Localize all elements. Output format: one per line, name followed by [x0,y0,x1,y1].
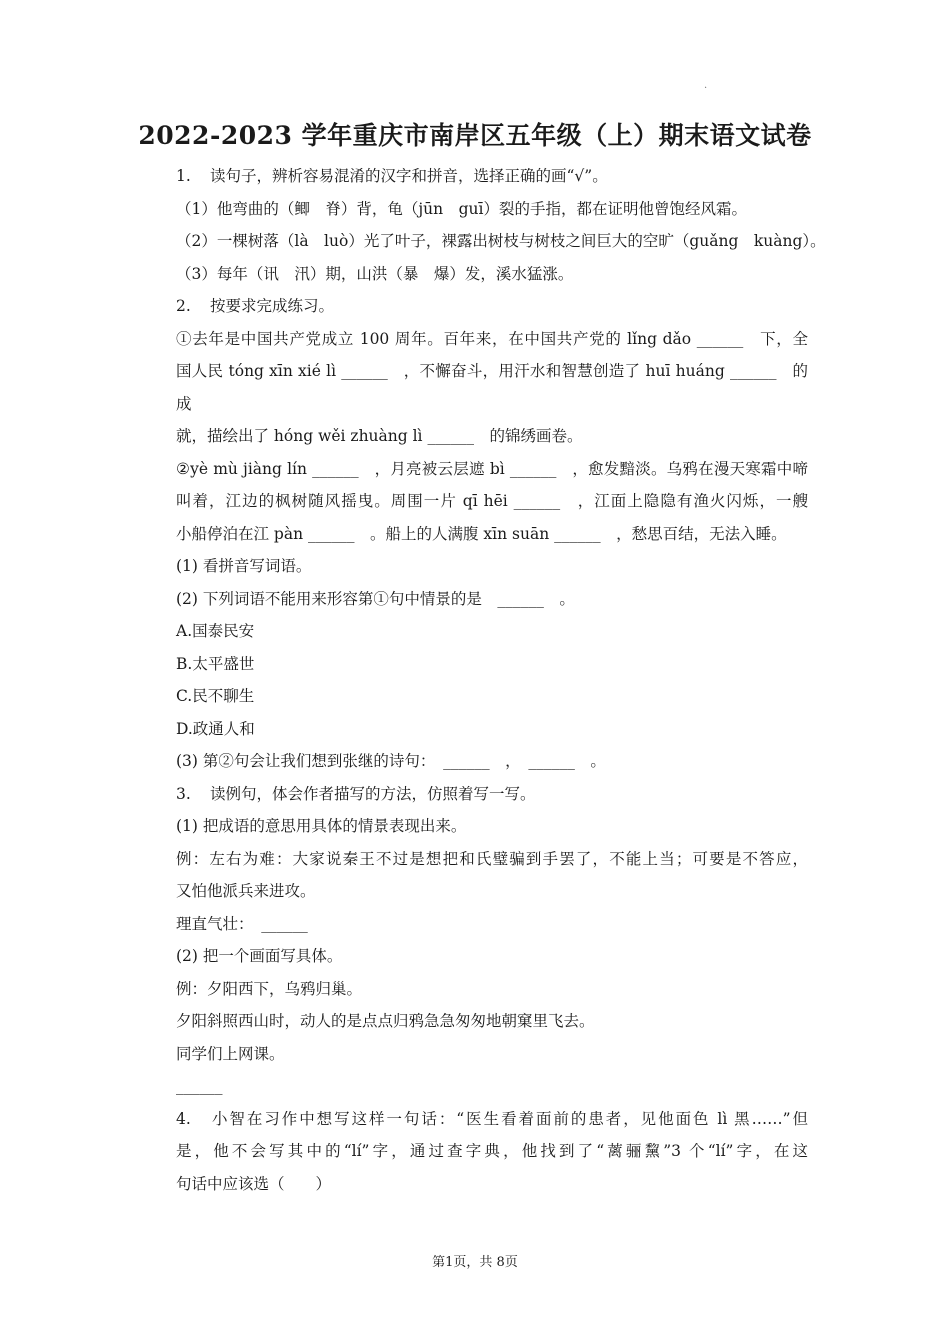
q4-text-1: 小智在习作中想写这样一句话：“医生看着面前的患者，见他面色 lì 黑……”但 [210,1109,808,1128]
q3-example2: 例：夕阳西下，乌鸦归巢。 [176,979,363,998]
q3-prompt1: 理直气壮： ______ [176,914,308,933]
q2-para1-line-2: 国人民 tóng xīn xié lì ______ ，不懈奋斗，用汗水和智慧创造了 huī huáng ______ 的成 [176,362,808,413]
corner-dot: . [704,80,708,91]
q3-answer-blank: ______ [176,1077,223,1095]
q3-number: 3. [176,784,191,803]
q1-stem: 读句子，辨析容易混淆的汉字和拼音，选择正确的画“√”。 [210,167,608,185]
q2-sub3: (3) 第②句会让我们想到张继的诗句： ______ ， ______ 。 [176,752,606,770]
q2-para2-line-1: ②yè mù jiàng lín ______ ，月亮被云层遮 bì ______ ，愈发黯淡。乌鸦在漫天寒霜中啼 [176,459,808,478]
q3-example1-line-2: 又怕他派兵来进攻。 [176,882,316,900]
q2-option-b: B.太平盛世 [176,654,255,673]
q4-number: 4. [176,1109,191,1128]
q2-para2-line-3: 小船停泊在江 pàn ______ 。船上的人满腹 xīn suān ______ ，愁思百结，无法入睡。 [176,524,787,543]
q4-line-3: 句话中应该选（ ） [176,1174,332,1193]
exam-content [176,160,826,1200]
q3-prompt2: 同学们上网课。 [176,1044,285,1063]
q1-item-1: （1）他弯曲的（鲫 脊）背，龟（jūn guī）裂的手指，都在证明他曾饱经风霜。 [176,199,747,218]
q1-item-3: （3）每年（讯 汛）期，山洪（暴 爆）发，溪水猛涨。 [176,264,574,283]
q4-line-1 [176,1103,808,1136]
q2-para1-line-1: ①去年是中国共产党成立 100 周年。百年来，在中国共产党的 lǐng dǎo ______ 下，全 [176,329,808,348]
q3-example2-answer: 夕阳斜照西山时，动人的是点点归鸦急急匆匆地朝窠里飞去。 [176,1012,595,1030]
q3-sub1: (1) 把成语的意思用具体的情景表现出来。 [176,817,467,835]
q3-stem: 读例句，体会作者描写的方法，仿照着写一写。 [210,784,536,803]
q2-option-d: D.政通人和 [176,719,255,738]
q2-stem-line [176,290,808,323]
q3-example1-line-1: 例：左右为难：大家说秦王不过是想把和氏璧骗到手罢了，不能上当；可要是不答应， [176,849,808,868]
page-footer: 第1页，共 8页 [432,1255,518,1270]
q2-number: 2. [176,297,191,315]
q2-option-c: C.民不聊生 [176,687,255,705]
q2-stem: 按要求完成练习。 [210,297,335,315]
q1-item-2: （2）一棵树落（là luò）光了叶子，裸露出树枝与树枝之间巨大的空旷（guǎng kuàng）。 [176,232,826,250]
q4-line-2: 是，他不会写其中的“lí”字，通过查字典，他找到了“蓠骊黧”3 个“lí”字，在这 [176,1142,808,1160]
q3-sub2: (2) 把一个画面写具体。 [176,947,343,965]
q1-number: 1. [176,167,191,185]
q2-option-a: A.国泰民安 [176,622,255,640]
q2-para2-line-2: 叫着，江边的枫树随风摇曳。周围一片 qī hēi ______ ，江面上隐隐有渔火闪烁，一艘 [176,492,808,510]
q2-sub1: (1) 看拼音写词语。 [176,557,312,575]
q3-stem-line [176,778,808,811]
q2-para1-line-3: 就，描绘出了 hóng wěi zhuàng lì ______ 的锦绣画卷。 [176,427,583,445]
q1-stem-line [176,160,808,193]
q2-sub2: (2) 下列词语不能用来形容第①句中情景的是 ______ 。 [176,589,575,608]
page-title: 2022-2023 学年重庆市南岸区五年级（上）期末语文试卷 [138,121,812,150]
